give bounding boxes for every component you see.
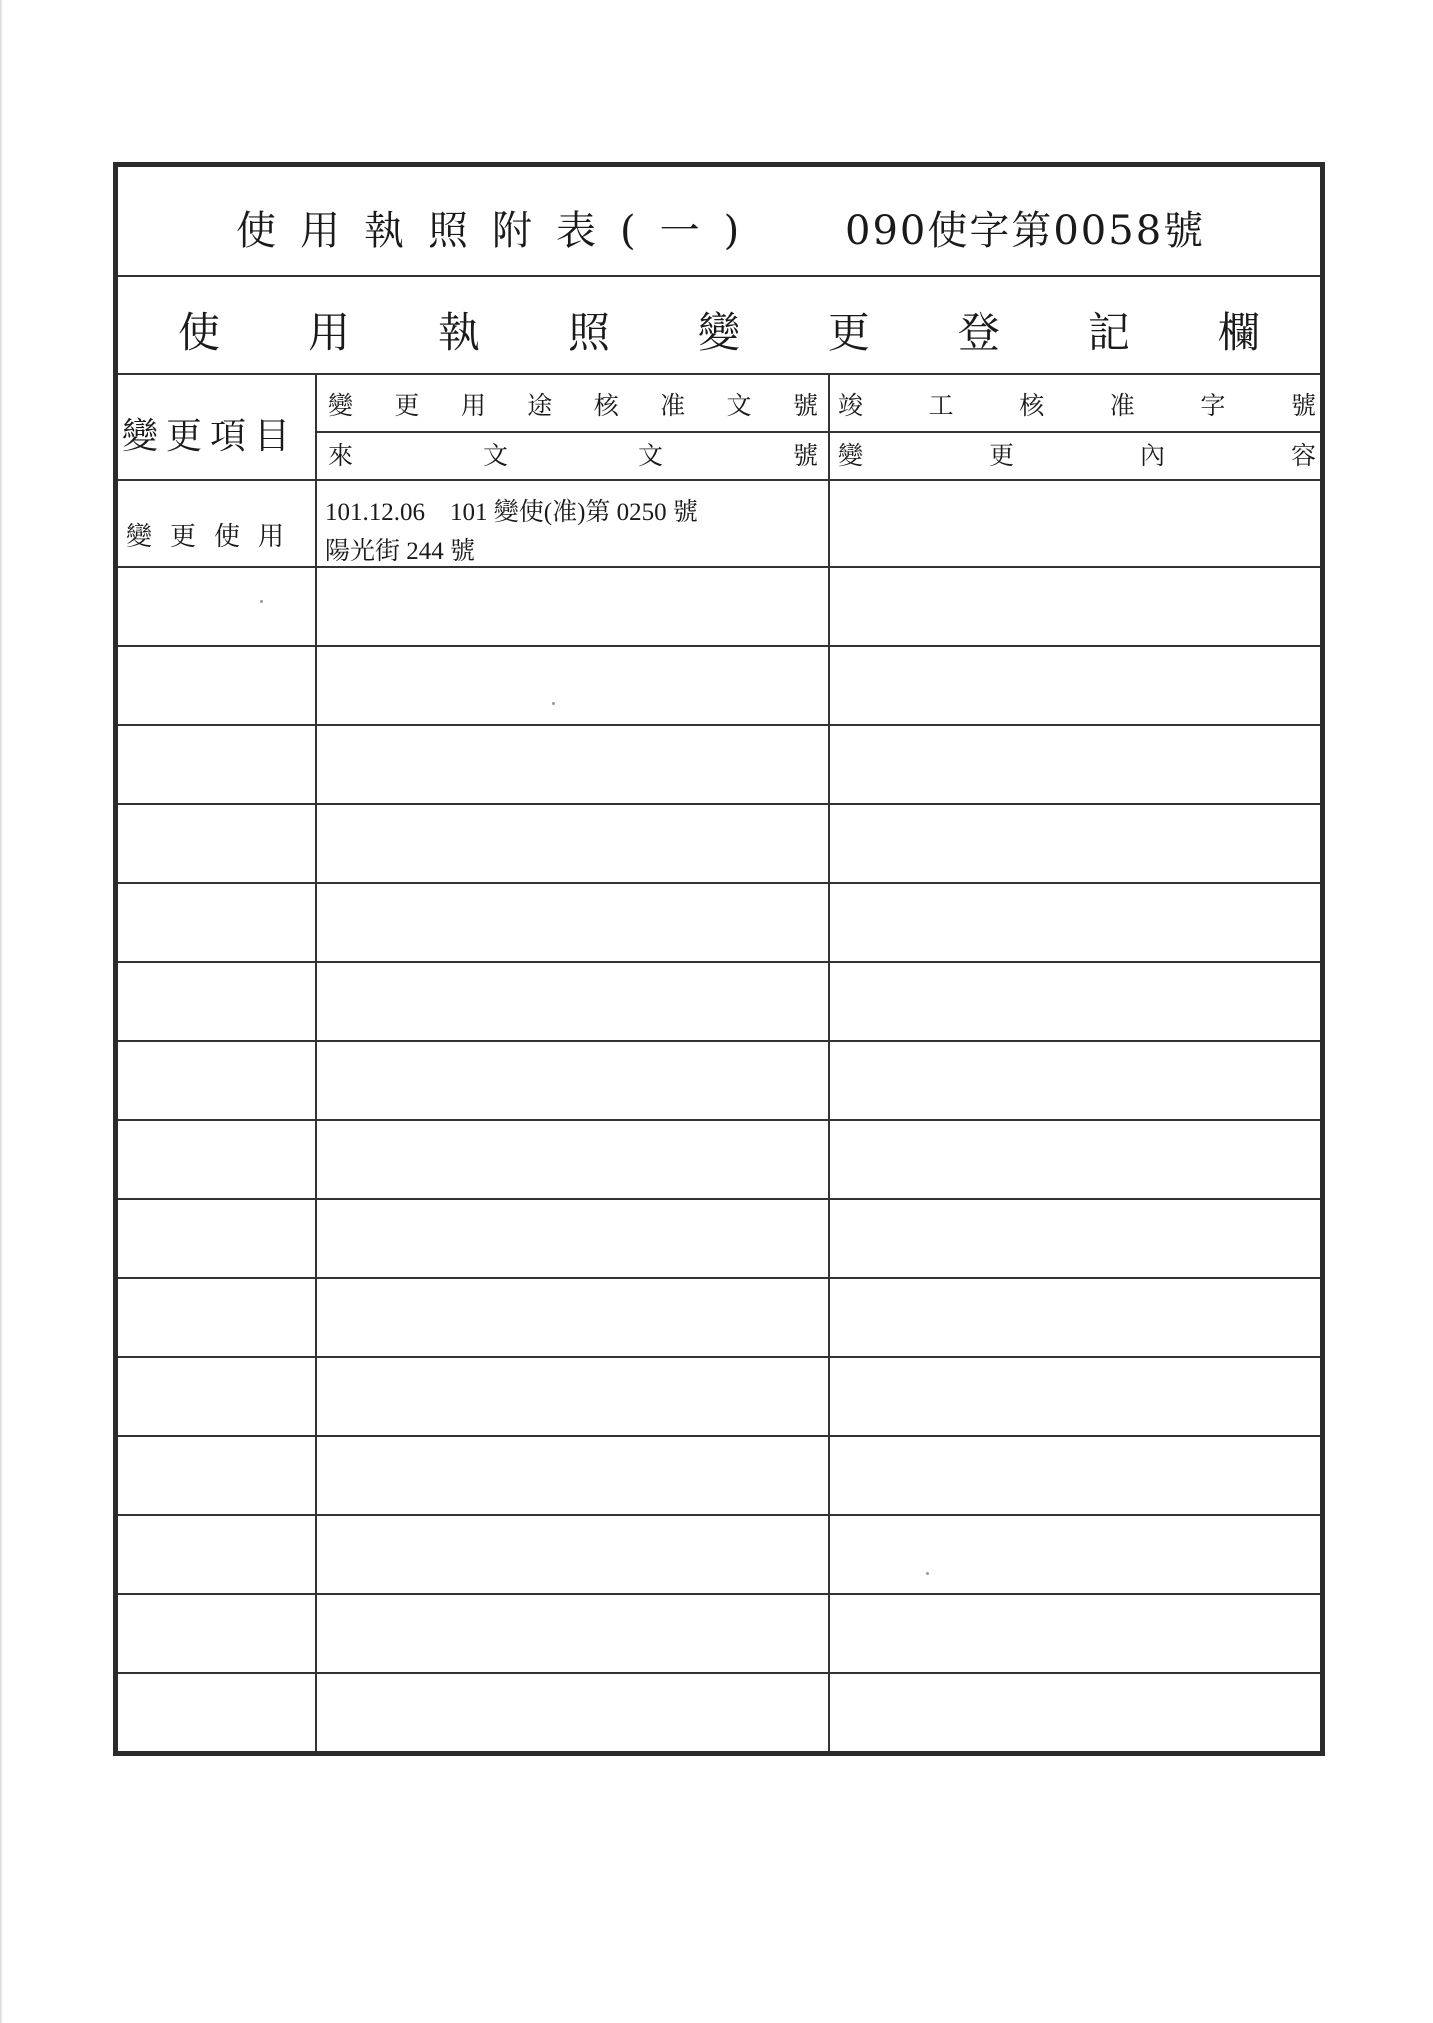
header-char: 用 [460, 391, 486, 420]
header-char: 更 [394, 391, 420, 420]
header-char: 更 [988, 441, 1014, 470]
section-title-char: 更 [827, 308, 870, 357]
title-divider [118, 275, 1320, 277]
scan-speck [552, 702, 555, 705]
table-row-divider [118, 724, 1320, 726]
table-row-divider [118, 1277, 1320, 1279]
header-char: 核 [593, 391, 619, 420]
table-row-divider [118, 1040, 1320, 1042]
header-char: 文 [482, 441, 508, 470]
header-char: 核 [1019, 391, 1045, 420]
section-title-char: 使 [178, 308, 221, 357]
scan-speck [926, 1572, 929, 1575]
section-row [118, 278, 1320, 370]
header-char: 容 [1290, 441, 1316, 470]
table-row-divider [118, 1198, 1320, 1200]
header-char: 文 [726, 391, 752, 420]
table-row-divider [118, 1356, 1320, 1358]
table-column-divider [315, 373, 317, 1751]
table-row-divider [118, 882, 1320, 884]
table-row-divider [118, 1514, 1320, 1516]
header-char: 字 [1200, 391, 1226, 420]
header-bottom-line [118, 479, 1320, 481]
table-column-divider [828, 373, 830, 1751]
completion-header-top [838, 384, 1316, 424]
approval-doc-header-bottom [328, 434, 818, 474]
header-char: 來 [328, 441, 354, 470]
section-title-char: 登 [957, 308, 1000, 357]
form-title: 使用執照附表(一) [236, 208, 764, 254]
header-char: 號 [1290, 391, 1316, 420]
completion-header-bottom [838, 434, 1316, 474]
entry-doc-line-1: 101.12.06 101 變使(准)第 0250 號 [325, 499, 698, 526]
header-char: 竣 [838, 391, 864, 420]
entry-doc-line-2: 陽光街 244 號 [325, 538, 476, 565]
header-subdivider [315, 431, 1320, 433]
table-row-divider [118, 1435, 1320, 1437]
title-row [118, 167, 1320, 275]
entry-item-label: 變更使用 [126, 522, 303, 552]
section-divider [118, 373, 1320, 375]
item-column-header: 變更項目 [122, 416, 299, 457]
header-char: 文 [637, 441, 663, 470]
table-row-divider [118, 1593, 1320, 1595]
header-char: 號 [792, 441, 818, 470]
header-char: 工 [928, 391, 954, 420]
header-char: 變 [328, 391, 354, 420]
header-char: 准 [1109, 391, 1135, 420]
table-row-divider [118, 1119, 1320, 1121]
table-row-divider [118, 961, 1320, 963]
header-char: 途 [527, 391, 553, 420]
approval-doc-header-top [328, 384, 818, 424]
table-row-divider [118, 645, 1320, 647]
header-char: 內 [1139, 441, 1165, 470]
scan-edge-shadow [0, 0, 3, 2023]
scan-speck [260, 600, 263, 603]
section-title [178, 300, 1260, 360]
header-char: 號 [792, 391, 818, 420]
section-title-char: 照 [567, 308, 610, 357]
license-number: 090使字第0058號 [845, 208, 1206, 254]
section-title-char: 執 [437, 308, 480, 357]
header-char: 准 [660, 391, 686, 420]
entry-row-divider [118, 566, 1320, 568]
section-title-char: 欄 [1217, 308, 1260, 357]
section-title-char: 變 [697, 308, 740, 357]
section-title-char: 記 [1087, 308, 1130, 357]
section-title-char: 用 [307, 308, 350, 357]
table-row-divider [118, 803, 1320, 805]
table-row-divider [118, 1672, 1320, 1674]
header-char: 變 [838, 441, 864, 470]
